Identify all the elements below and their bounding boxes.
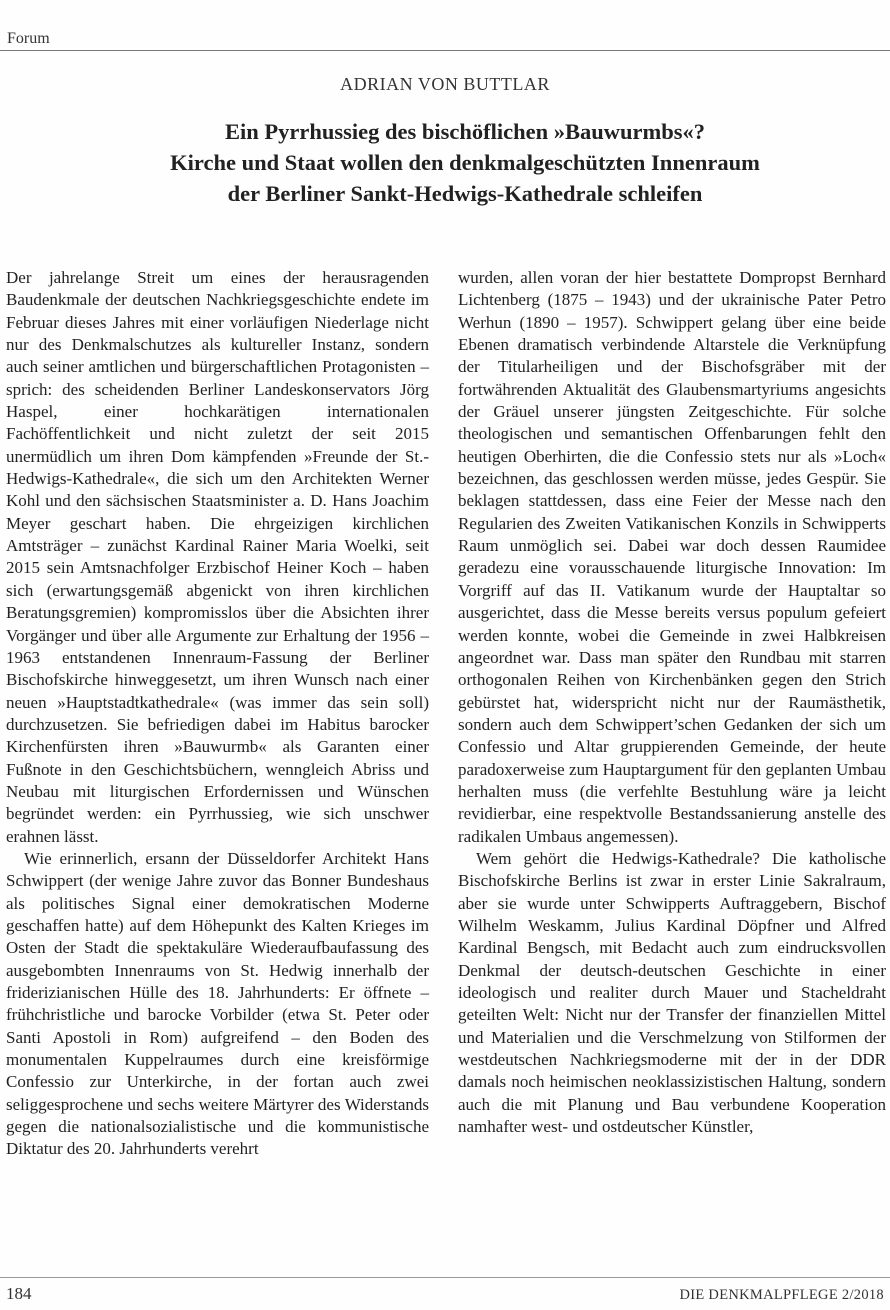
footer-rule xyxy=(0,1277,890,1278)
text-column-left xyxy=(6,267,429,1161)
title-line: Kirche und Staat wollen den denkmalgeschützten Innenraum xyxy=(170,150,760,175)
title-line: der Berliner Sankt-Hedwigs-Kathedrale schleifen xyxy=(227,181,703,206)
paragraph: wurden, allen voran der hier bestattete Dompropst Bernhard Lichtenberg (1875 – 1943) und der ukrainische Pater Petro Werhun (1890 – 1957). Schwippert gelang über eine beide Ebenen dramatisch verbindende Altarstele die Verknüpfung der Titularheiligen und der Bischofsgräber mit der fortwährenden Aktualität des Glaubensmartyriums angesichts der Gräuel unserer jüngsten Zeitgeschichte. Für solche theologischen und semantischen Offenbarungen fehlt den heutigen Oberhirten, die die Confessio stets nur als »Loch« bezeichnen, das geschlossen werden müsse, jedes Gespür. Sie beklagen stattdessen, dass eine Feier der Messe nach den Regularien des Zweiten Vatikanischen Konzils in Schwipperts Raum unmöglich sei. Dabei war doch dessen Raumidee geradezu eine vorausschauende liturgische Innovation: Im Vorgriff auf das II. Vatikanum wurde der Hauptaltar so ausgerichtet, dass die Messe bereits versus populum gefeiert werden konnte, wobei die Gemeinde in zwei Halbkreisen angeordnet war. Dass man später den Rundbau mit starren orthogonalen Reihen von Kirchenbänken gegen den Strich gebürstet hat, widerspricht nicht nur der Raumästhetik, sondern auch dem Schwippert’schen Gedanken der sich um Confessio und Altar gruppierenden Gemeinde, der heute paradoxerweise zum Hauptargument für den geplanten Umbau herhalten muss (die verfehlte Bestuhlung wäre ja leicht revidierbar, eine respektvolle Bestandssanierung anstelle des radikalen Umbaus angemessen). xyxy=(458,268,886,846)
header-rule xyxy=(0,50,890,51)
journal-citation: DIE DENKMALPFLEGE 2/2018 xyxy=(679,1287,884,1303)
author-name: ADRIAN VON BUTTLAR xyxy=(340,74,550,94)
section-label: Forum xyxy=(7,30,50,47)
article-title xyxy=(90,116,840,209)
paragraph: Wie erinnerlich, ersann der Düsseldorfer Architekt Hans Schwippert (der wenige Jahre zuvor das Bonner Bundeshaus als politisches Signal einer demokratischen Moderne geschaffen hatte) auf dem Höhepunkt des Kalten Krieges im Osten der Stadt die spektakuläre Wiederaufbaufassung des ausgebombten Innenraums von St. Hedwig innerhalb der friderizianischen Hülle des 18. Jahrhunderts: Er öffnete – frühchristliche und barocke Vorbilder (etwa St. Peter oder Santi Apostoli in Rom) aufgreifend – den Boden des monumentalen Kuppelraumes durch eine kreisförmige Confessio zur Unterkirche, in der fortan auch zwei seliggesprochene und sechs weitere Märtyrer des Widerstands gegen die nationalsozialistische und die kommunistische Diktatur des 20. Jahrhunderts verehrt xyxy=(6,848,429,1159)
paragraph: Der jahrelange Streit um eines der herausragenden Baudenkmale der deutschen Nachkriegsgeschichte endete im Februar dieses Jahres mit einer vorläufigen Niederlage nicht nur des Denkmalschutzes als kultureller Instanz, sondern auch seiner amtlichen und bürgerschaftlichen Protagonisten – sprich: des scheidenden Berliner Landeskonservators Jörg Haspel, einer hochkarätigen internationalen Fachöffentlichkeit und nicht zuletzt der seit 2015 unermüdlich um ihren Dom kämpfenden »Freunde der St.-Hedwigs-Kathedrale«, die sich um den Architekten Werner Kohl und den sächsischen Staatsminister a. D. Hans Joachim Meyer geschart haben. Die ehrgeizigen kirchlichen Amtsträger – zunächst Kardinal Rainer Maria Woelki, seit 2015 sein Amtsnachfolger Erzbischof Heiner Koch – haben sich (erwartungsgemäß abgenickt von ihren kirchlichen Beratungsgremien) kompromisslos über die Absichten ihrer Vorgänger und über alle Argumente zur Erhaltung der 1956 – 1963 entstandenen Innenraum-Fassung der Berliner Bischofskirche hinweggesetzt, um ihren Wunsch nach einer neuen »Hauptstadtkathedrale« (was immer das sein soll) durchzusetzen. Sie befriedigen dabei im Habitus barocker Kirchenfürsten ihren »Bauwurmb« als Garanten einer Fußnote in den Geschichtsbüchern, wenngleich Abriss und Neubau mit liturgischen Erfordernissen und Wünschen begründet werden: ein Pyrrhussieg, wie sich unschwer erahnen lässt. xyxy=(6,268,429,846)
text-column-right xyxy=(458,267,886,1138)
title-line: Ein Pyrrhussieg des bischöflichen »Bauwurmbs«? xyxy=(224,119,706,144)
page-number: 184 xyxy=(6,1284,32,1303)
paragraph: Wem gehört die Hedwigs-Kathedrale? Die katholische Bischofskirche Berlins ist zwar in erster Linie Sakralraum, aber sie wurde unter Schwipperts Auftraggebern, Bischof Wilhelm Weskamm, Julius Kardinal Döpfner und Alfred Kardinal Bengsch, mit Bedacht auch zum eindrucksvollen Denkmal der deutsch-deutschen Geschichte in einer ideologisch und realiter durch Mauer und Stacheldraht geteilten Welt: Nicht nur der Transfer der finanziellen Mittel und Materialien und die Verschmelzung von Stilformen der westdeutschen Nachkriegsmoderne mit der in der DDR damals noch heimischen neoklassizistischen Haltung, sondern auch die mit Planung und Bau verbundene Kooperation namhafter west- und ostdeutscher Künstler, xyxy=(458,848,886,1137)
